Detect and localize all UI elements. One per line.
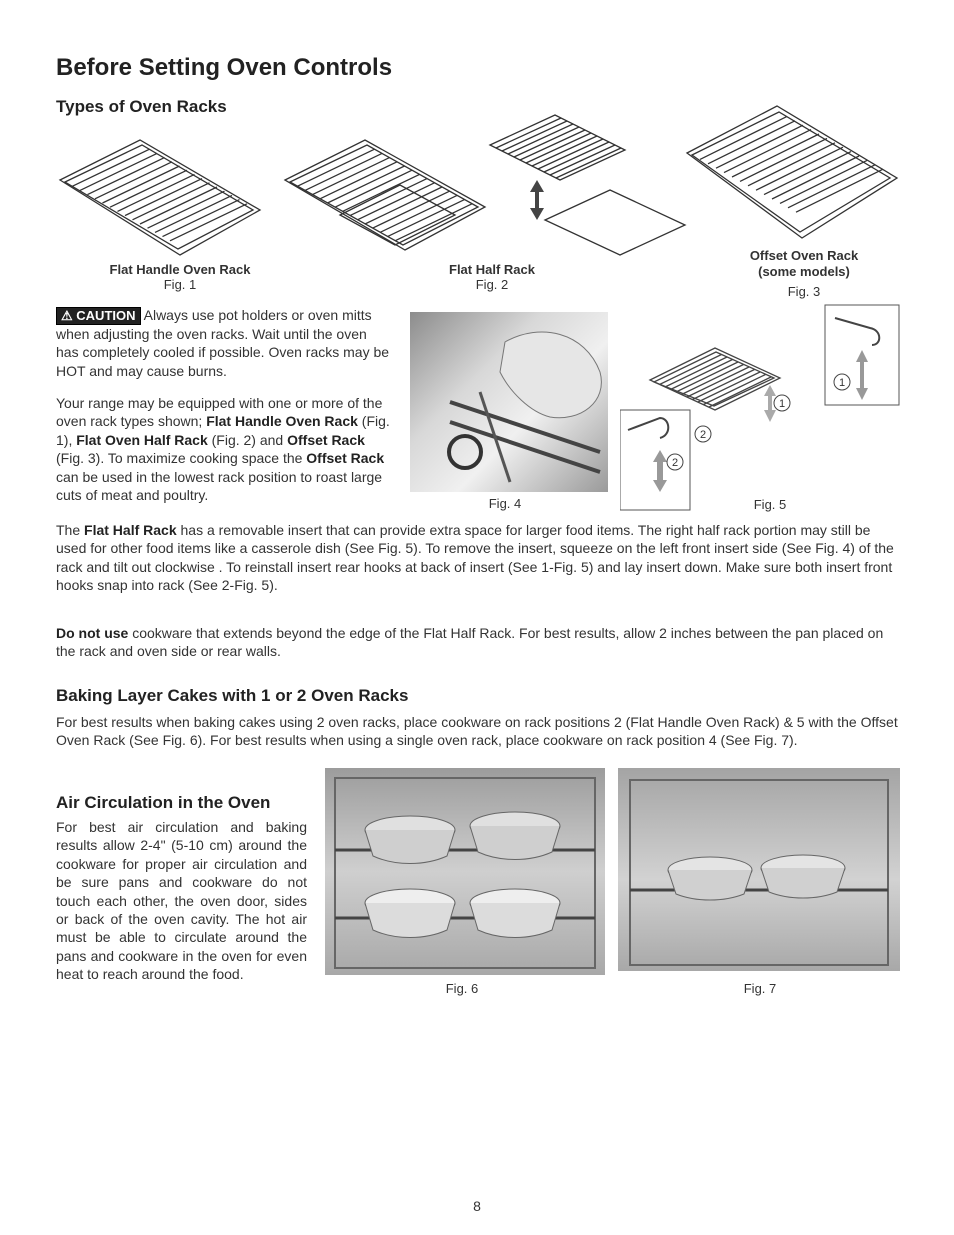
rack-wire bbox=[732, 134, 819, 177]
range-text-3: (Fig. 2) and bbox=[207, 431, 288, 448]
flat-half-rack-illustration bbox=[280, 135, 490, 255]
rack-wire bbox=[780, 160, 867, 203]
rack-wire bbox=[544, 142, 609, 172]
racks-heading: Types of Oven Racks bbox=[56, 97, 227, 116]
rack-wire bbox=[118, 174, 195, 211]
baking-paragraph: For best results when baking cakes using 2 oven racks, place cookware on rack positions 2 (Flat Handle Oven Rack) & 5 with the Offset Oven Rack (See Fig. 6). For best results when using a single oven rack, place cookware on rack position 4 (See Fig. 7). bbox=[56, 714, 898, 749]
rack-wire bbox=[526, 133, 591, 163]
range-text-1: Your range may be equipped with one or more of the oven rack types shown; bbox=[56, 395, 383, 430]
half-rack-text-2: has a removable insert that can provide extra space for larger food items. The right half rack portion may still be used for other food items like a casserole dish (See Fig. 5). To remove the insert, squeeze on the left front insert side (See Fig. 4) of the rack and tilt out clockwise . To reinstall insert rear hooks at back of insert (See 1-Fig. 5) and lay insert down. Make sure both insert front hooks snap into rack (See 2-Fig. 5). bbox=[56, 522, 894, 594]
fig5-callout-2-inset: 2 bbox=[671, 457, 679, 469]
fig7-photo bbox=[618, 768, 900, 971]
rack-wire bbox=[520, 130, 585, 160]
rack-wire bbox=[365, 187, 442, 224]
caution-paragraph bbox=[56, 306, 392, 380]
rack-wire bbox=[148, 191, 225, 228]
air-paragraph: For best air circulation and baking results allow 2-4" (5-10 cm) around the cookware for proper air circulation and be sure pans and cookware do not touch each other, the oven door, sides or back of the oven cavity. The hot air must be able to circulate around the pans and cookware in the oven for even heat to reach around the food. bbox=[56, 819, 307, 983]
warning-triangle-icon: ⚠ bbox=[61, 308, 73, 323]
page-number: 8 bbox=[473, 1198, 481, 1214]
do-not-use-text: cookware that extends beyond the edge of the Flat Half Rack. For best results, allow 2 inches between the pan placed on the rack and oven side or rear walls. bbox=[56, 625, 884, 660]
rack-wire bbox=[358, 183, 435, 220]
rack-wire bbox=[133, 183, 210, 220]
range-text-5: can be used in the lowest rack position to roast large cuts of meat and poultry. bbox=[56, 468, 383, 504]
caution-badge-label: CAUTION bbox=[76, 308, 136, 323]
rack-wire bbox=[140, 187, 217, 224]
fig2-label: Fig. 2 bbox=[475, 277, 509, 292]
fig1-caption bbox=[90, 262, 270, 292]
range-bold-4: Offset Rack bbox=[306, 450, 385, 467]
rack-wire bbox=[748, 143, 835, 186]
range-bold-2: Flat Oven Half Rack bbox=[76, 431, 208, 448]
half-rack-bold: Flat Half Rack bbox=[84, 522, 177, 538]
rack-wire bbox=[80, 153, 157, 190]
half-rack-insert-illustration bbox=[485, 110, 695, 260]
rack-wire bbox=[532, 136, 597, 166]
do-not-use-paragraph bbox=[56, 624, 902, 661]
rack-wire bbox=[788, 165, 875, 208]
rack-wire bbox=[335, 170, 412, 207]
rack-wire bbox=[103, 166, 180, 203]
rack-wire bbox=[496, 118, 561, 148]
rack-wire bbox=[740, 138, 827, 181]
rack-wire bbox=[508, 124, 573, 154]
rack-wire bbox=[764, 152, 851, 195]
rack-wire bbox=[350, 179, 427, 216]
rack-wire bbox=[373, 191, 450, 228]
fig5-illustration bbox=[620, 300, 905, 515]
fig4-photo bbox=[410, 312, 608, 492]
rack-wire bbox=[305, 153, 382, 190]
fig3-note: (some models) bbox=[758, 264, 850, 279]
rack-wire bbox=[125, 179, 202, 216]
rack-wire bbox=[110, 170, 187, 207]
rack-wire bbox=[708, 121, 795, 164]
rack-wire bbox=[724, 130, 811, 173]
rack-wire bbox=[170, 204, 247, 241]
fig5-callout-1: 1 bbox=[778, 398, 786, 410]
range-bold-3: Offset Rack bbox=[287, 431, 365, 448]
rack-wire bbox=[556, 148, 621, 178]
caution-badge bbox=[56, 307, 141, 325]
rack-wire bbox=[313, 158, 390, 195]
fig5-label: Fig. 5 bbox=[753, 497, 787, 512]
rack-wire bbox=[320, 162, 397, 199]
range-text-4: (Fig. 3). To maximize cooking space the bbox=[56, 450, 307, 467]
rack-wire bbox=[343, 174, 420, 211]
fig2-caption bbox=[402, 262, 582, 292]
baking-heading: Baking Layer Cakes with 1 or 2 Oven Racks bbox=[56, 686, 409, 705]
offset-rack-illustration bbox=[682, 98, 907, 248]
page-title: Before Setting Oven Controls bbox=[56, 54, 393, 81]
single-rack-cakes-illustration bbox=[618, 768, 900, 971]
fig5-callout-1-inset: 1 bbox=[838, 377, 846, 389]
do-not-use-bold: Do not use bbox=[56, 625, 129, 641]
two-rack-cakes-illustration bbox=[325, 768, 605, 975]
air-heading: Air Circulation in the Oven bbox=[56, 793, 271, 812]
fig6-photo bbox=[325, 768, 605, 975]
rack-wire bbox=[328, 166, 405, 203]
flat-handle-rack-illustration bbox=[55, 135, 265, 260]
caution-text: Always use pot holders or oven mitts when adjusting the oven racks. Wait until the oven has completely cooled if possible. Oven racks may be HOT and may cause burns. bbox=[56, 307, 390, 379]
fig6-label: Fig. 6 bbox=[445, 981, 479, 996]
range-text-2: (Fig. 1), bbox=[56, 413, 390, 448]
fig4-label: Fig. 4 bbox=[488, 496, 522, 511]
fig5-callout-2: 2 bbox=[699, 429, 707, 441]
half-rack-text-1: The bbox=[56, 522, 85, 538]
fig3-name: Offset Oven Rack bbox=[749, 248, 859, 263]
fig7-label: Fig. 7 bbox=[743, 981, 777, 996]
rack-wire bbox=[95, 162, 172, 199]
fig3-label: Fig. 3 bbox=[787, 284, 821, 299]
fig3-caption bbox=[712, 248, 896, 299]
hand-on-rack-illustration bbox=[410, 312, 608, 492]
fig1-name: Flat Handle Oven Rack bbox=[109, 262, 251, 277]
rack-wire bbox=[388, 200, 465, 237]
rack-wire bbox=[514, 127, 579, 157]
fig2-name: Flat Half Rack bbox=[449, 262, 535, 277]
fig1-label: Fig. 1 bbox=[163, 277, 197, 292]
rack-wire bbox=[772, 156, 859, 199]
half-rack-paragraph bbox=[56, 521, 902, 595]
rack-wire bbox=[380, 195, 457, 232]
rack-wire bbox=[88, 158, 165, 195]
rack-wire bbox=[756, 147, 843, 190]
rack-wire bbox=[550, 145, 615, 175]
range-paragraph bbox=[56, 394, 396, 504]
rack-wire bbox=[502, 121, 567, 151]
range-bold-1: Flat Handle Oven Rack bbox=[206, 413, 358, 430]
rack-wire bbox=[163, 200, 240, 237]
